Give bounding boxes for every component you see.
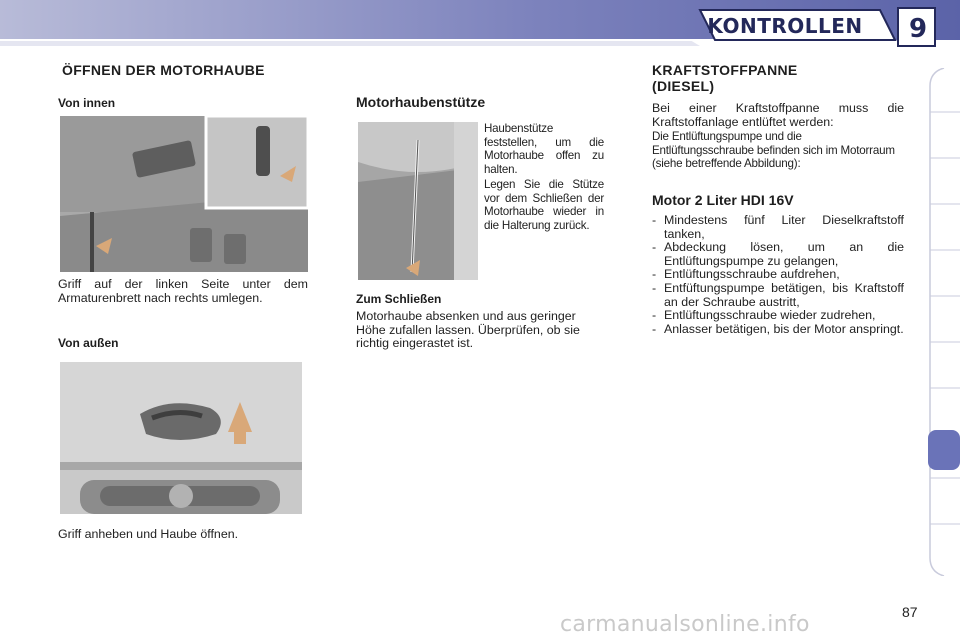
page-number: 87 — [902, 604, 918, 620]
photo-interior-release-lever — [60, 116, 308, 272]
fuel-failure-intro-2: Die Entlüftungspumpe und die Entlüftungsschraube befinden sich im Motorraum (siehe betreffende Abbildung): — [652, 130, 895, 171]
fuel-failure-intro-1: Bei einer Kraftstoffpanne muss die Kraftstoffanlage entlüftet werden: — [652, 101, 904, 129]
bleeding-step: - Abdeckung lösen, um an die Entlüftungspumpe zu gelangen, — [652, 241, 904, 268]
chapter-side-tabs — [926, 68, 960, 576]
chapter-number: 9 — [908, 14, 928, 44]
heading-engine-hdi: Motor 2 Liter HDI 16V — [652, 192, 794, 208]
bleeding-step: - Entlüftungsschraube wieder zudrehen, — [652, 309, 904, 323]
active-chapter-tab — [928, 430, 960, 470]
closing-instruction: Motorhaube absenken und aus geringer Höhe zufallen lassen. Überprüfen, ob sie richtig eingerastet ist. — [356, 309, 580, 351]
chapter-title: KONTROLLEN — [707, 14, 863, 38]
outside-instruction: Griff anheben und Haube öffnen. — [58, 527, 239, 541]
heading-hood-prop: Motorhaubenstütze — [356, 94, 486, 110]
bleeding-step: - Mindestens fünf Liter Dieselkraftstoff tanken, — [652, 214, 904, 241]
section-title-fuel-failure: KRAFTSTOFFPANNE (DIESEL) — [652, 62, 798, 94]
hood-prop-text-2: Legen Sie die Stütze vor dem Schließen der Motorhaube wieder in die Halterung zurück. — [484, 178, 604, 232]
photo-exterior-release-handle — [60, 362, 302, 514]
hood-prop-text-1: Haubenstütze feststellen, um die Motorhaube offen zu halten. — [484, 122, 604, 176]
photo-hood-prop-rod — [358, 122, 478, 280]
subheading-outside: Von außen — [58, 336, 119, 350]
inside-instruction: Griff auf der linken Seite unter dem Armaturenbrett nach rechts umlegen. — [58, 277, 308, 305]
subheading-inside: Von innen — [58, 96, 116, 110]
bleeding-step: - Anlasser betätigen, bis der Motor anspringt. — [652, 323, 904, 337]
watermark: carmanualsonline.info — [560, 612, 810, 637]
bleeding-step: - Entfüftungspumpe betätigen, bis Kraftstoff an der Schraube austritt, — [652, 282, 904, 309]
subheading-closing: Zum Schließen — [356, 292, 442, 306]
section-title-open-hood: ÖFFNEN DER MOTORHAUBE — [62, 62, 265, 78]
bleeding-step: - Entlüftungsschraube aufdrehen, — [652, 268, 904, 282]
bleeding-steps-list — [652, 214, 904, 336]
